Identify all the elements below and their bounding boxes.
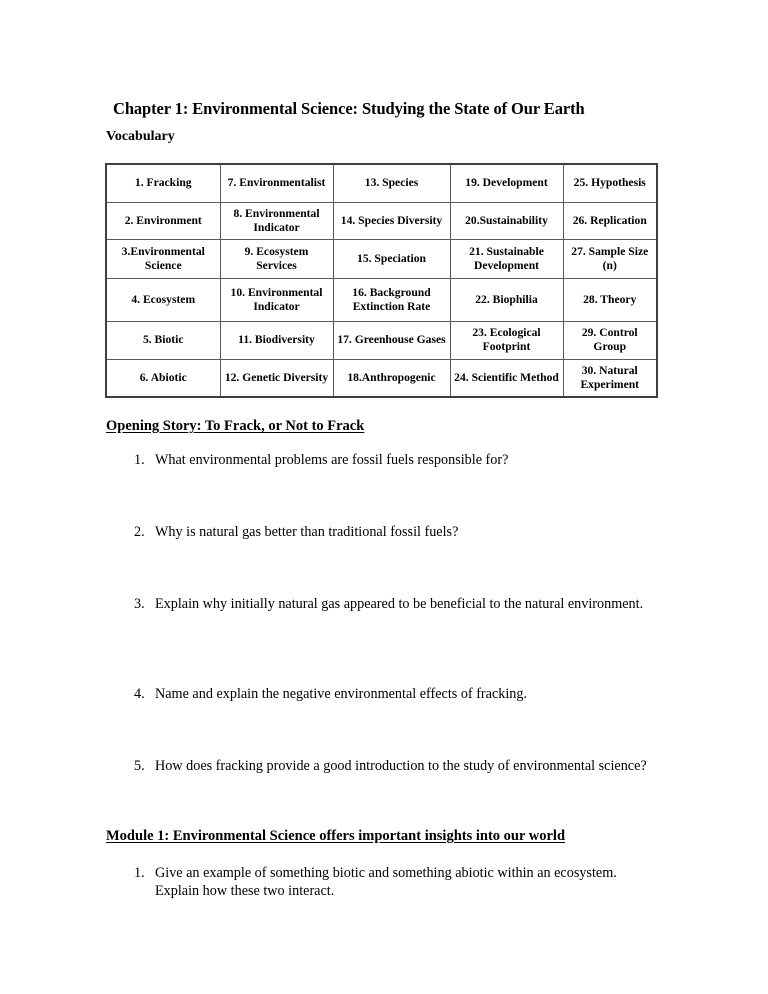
vocab-cell: 19. Development	[450, 164, 563, 203]
vocab-cell: 13. Species	[333, 164, 450, 203]
list-item	[106, 757, 666, 775]
table-row	[106, 322, 657, 359]
vocab-cell: 5. Biotic	[106, 322, 220, 359]
vocab-cell: 10. Environmental Indicator	[220, 279, 333, 322]
table-row	[106, 203, 657, 240]
vocab-cell: 2. Environment	[106, 203, 220, 240]
list-item-number: 1.	[134, 865, 145, 881]
vocab-cell: 7. Environmentalist	[220, 164, 333, 203]
vocab-cell: 20.Sustainability	[450, 203, 563, 240]
section-heading-module-1: Module 1: Environmental Science offers important insights into our world	[106, 828, 566, 844]
vocab-cell: 6. Abiotic	[106, 359, 220, 397]
table-row	[106, 279, 657, 322]
list-item-text: Why is natural gas better than traditional fossil fuels?	[155, 524, 459, 540]
vocab-cell: 4. Ecosystem	[106, 279, 220, 322]
list-item-text: Give an example of something biotic and something abiotic within an ecosystem. Explain how these two interact.	[155, 865, 617, 900]
vocab-cell: 30. Natural Experiment	[563, 359, 657, 397]
vocab-cell: 12. Genetic Diversity	[220, 359, 333, 397]
vocab-cell: 26. Replication	[563, 203, 657, 240]
vocab-cell: 17. Greenhouse Gases	[333, 322, 450, 359]
vocab-cell: 22. Biophilia	[450, 279, 563, 322]
list-item	[106, 864, 666, 900]
list-item-number: 2.	[134, 524, 145, 540]
vocabulary-table-container	[105, 163, 658, 398]
list-item-text: What environmental problems are fossil fuels responsible for?	[155, 452, 509, 468]
list-item-number: 1.	[134, 452, 145, 468]
list-item-text: Explain why initially natural gas appeared to be beneficial to the natural environment.	[155, 596, 644, 612]
vocab-cell: 1. Fracking	[106, 164, 220, 203]
list-item	[106, 451, 666, 469]
vocab-cell: 24. Scientific Method	[450, 359, 563, 397]
list-item-number: 3.	[134, 596, 145, 612]
list-item-number: 5.	[134, 758, 145, 774]
vocab-cell: 16. Background Extinction Rate	[333, 279, 450, 322]
vocab-cell: 3.Environmental Science	[106, 240, 220, 279]
page-title: Chapter 1: Environmental Science: Studying the State of Our Earth	[113, 99, 585, 119]
list-item-text: Name and explain the negative environmental effects of fracking.	[155, 686, 528, 702]
list-item	[106, 523, 666, 541]
vocab-cell: 9. Ecosystem Services	[220, 240, 333, 279]
section-heading-opening-story: Opening Story: To Frack, or Not to Frack	[106, 418, 365, 434]
vocab-cell: 29. Control Group	[563, 322, 657, 359]
vocab-cell: 28. Theory	[563, 279, 657, 322]
vocab-cell: 27. Sample Size (n)	[563, 240, 657, 279]
vocab-cell: 18.Anthropogenic	[333, 359, 450, 397]
vocab-cell: 23. Ecological Footprint	[450, 322, 563, 359]
vocabulary-table	[105, 163, 658, 398]
vocab-cell: 15. Speciation	[333, 240, 450, 279]
list-item-text: How does fracking provide a good introduction to the study of environmental science?	[155, 758, 647, 774]
table-row	[106, 164, 657, 203]
vocab-cell: 14. Species Diversity	[333, 203, 450, 240]
vocab-cell: 11. Biodiversity	[220, 322, 333, 359]
vocab-cell: 8. Environmental Indicator	[220, 203, 333, 240]
list-item	[106, 685, 666, 703]
table-row	[106, 359, 657, 397]
table-row	[106, 240, 657, 279]
list-item	[106, 595, 666, 613]
vocabulary-label: Vocabulary	[106, 129, 175, 144]
list-item-number: 4.	[134, 686, 145, 702]
vocab-cell: 25. Hypothesis	[563, 164, 657, 203]
vocab-cell: 21. Sustainable Development	[450, 240, 563, 279]
